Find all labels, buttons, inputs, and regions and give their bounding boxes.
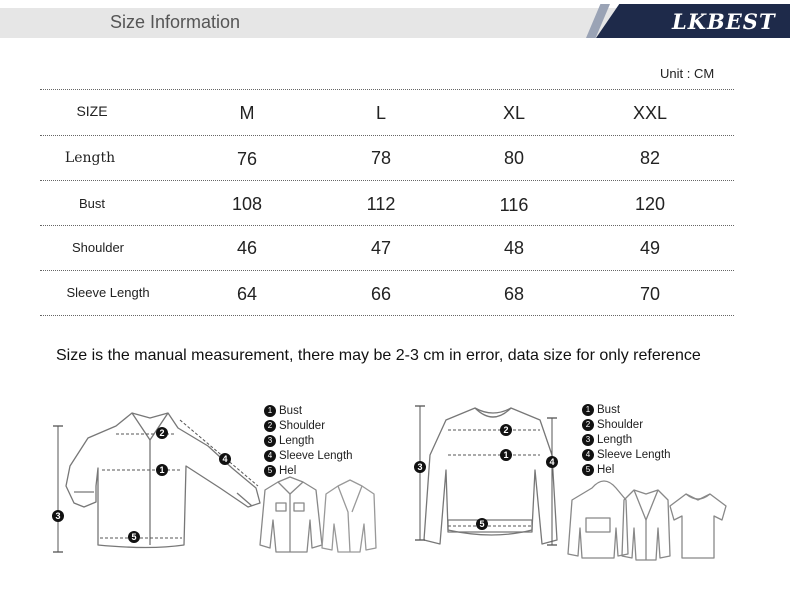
legend-right: [582, 403, 671, 478]
table-cell: 66: [370, 284, 392, 304]
sweater-illustration: [424, 408, 557, 544]
legend-number: 5: [582, 464, 594, 476]
row-label-bust: Bust: [78, 196, 105, 211]
table-cell: 64: [236, 284, 258, 304]
legend-text: Length: [597, 434, 633, 446]
marker-shirt-4: [219, 453, 231, 465]
table-cell: 120: [634, 194, 666, 214]
legend-text: Shoulder: [597, 419, 644, 431]
marker-label: 3: [55, 511, 61, 521]
brand-logo: LKBEST: [672, 9, 776, 34]
cardigan-illustration: [622, 490, 670, 560]
legend-number: 3: [264, 435, 276, 447]
marker-sweater-2: [500, 424, 512, 436]
marker-label: 5: [131, 532, 137, 542]
marker-sweater-5: [476, 518, 488, 530]
legend-item: [264, 464, 353, 479]
table-cell: 48: [503, 238, 525, 258]
legend-number: 4: [264, 450, 276, 462]
legend-number: 2: [264, 420, 276, 432]
legend-number: 2: [582, 419, 594, 431]
marker-label: 1: [159, 465, 165, 475]
legend-number: 4: [582, 449, 594, 461]
table-cell: 82: [639, 148, 661, 168]
legend-text: Bust: [597, 404, 621, 416]
legend-text: Sleeve Length: [597, 449, 671, 461]
legend-number: 1: [264, 405, 276, 417]
size-col-header: L: [375, 103, 386, 123]
marker-sweater-1: [500, 449, 512, 461]
marker-label: 4: [222, 454, 228, 464]
marker-label: 2: [503, 425, 509, 435]
table-cell: 70: [639, 284, 661, 304]
legend-item: [582, 433, 671, 448]
legend-left: [264, 404, 353, 479]
legend-item: [264, 434, 353, 449]
size-col-header: XL: [502, 103, 526, 123]
legend-text: Length: [279, 435, 315, 447]
size-header: SIZE: [76, 103, 108, 119]
legend-item: [582, 418, 671, 433]
legend-text: Bust: [279, 405, 303, 417]
legend-number: 1: [582, 404, 594, 416]
marker-shirt-1: [156, 464, 168, 476]
marker-sweater-3: [414, 461, 426, 473]
unit-label: Unit : CM: [660, 66, 715, 81]
table-cell: 108: [231, 194, 263, 214]
table-cell: 78: [370, 148, 392, 168]
jacket-illustration: [260, 477, 322, 552]
table-cell: 80: [503, 148, 525, 168]
marker-label: 3: [417, 462, 423, 472]
marker-sweater-4: [546, 456, 558, 468]
table-cell: 49: [639, 238, 661, 258]
row-label-sleeve-length: Sleeve Length: [66, 285, 150, 300]
legend-number: 5: [264, 465, 276, 477]
marker-shirt-5: [128, 531, 140, 543]
marker-label: 2: [159, 428, 165, 438]
hoodie-illustration: [568, 481, 628, 558]
legend-text: Hel: [597, 464, 615, 476]
size-col-header: M: [239, 103, 255, 123]
table-cell: 76: [236, 149, 258, 169]
legend-item: [264, 449, 353, 464]
legend-item: [264, 419, 353, 434]
row-label-length: Length: [64, 150, 116, 166]
legend-text: Hel: [279, 465, 297, 477]
legend-text: Sleeve Length: [279, 450, 353, 462]
table-cell: 47: [370, 238, 392, 258]
measurement-note: Size is the manual measurement, there may be 2-3 cm in error, data size for only reference: [56, 347, 701, 364]
legend-item: [582, 403, 671, 418]
legend-item: [264, 404, 353, 419]
marker-label: 4: [549, 457, 555, 467]
tshirt-illustration: [670, 494, 726, 558]
page-title: Size Information: [110, 12, 241, 32]
marker-shirt-2: [156, 427, 168, 439]
legend-text: Shoulder: [279, 420, 326, 432]
size-col-header: XXL: [632, 103, 668, 123]
table-cell: 68: [503, 284, 525, 304]
legend-item: [582, 448, 671, 463]
row-label-shoulder: Shoulder: [71, 240, 125, 255]
legend-item: [582, 463, 671, 478]
marker-label: 1: [503, 450, 509, 460]
marker-label: 5: [479, 519, 485, 529]
blazer-illustration: [322, 480, 376, 552]
table-cell: 116: [499, 195, 529, 215]
table-cell: 46: [236, 238, 258, 258]
table-cell: 112: [366, 194, 396, 214]
marker-shirt-3: [52, 510, 64, 522]
legend-number: 3: [582, 434, 594, 446]
